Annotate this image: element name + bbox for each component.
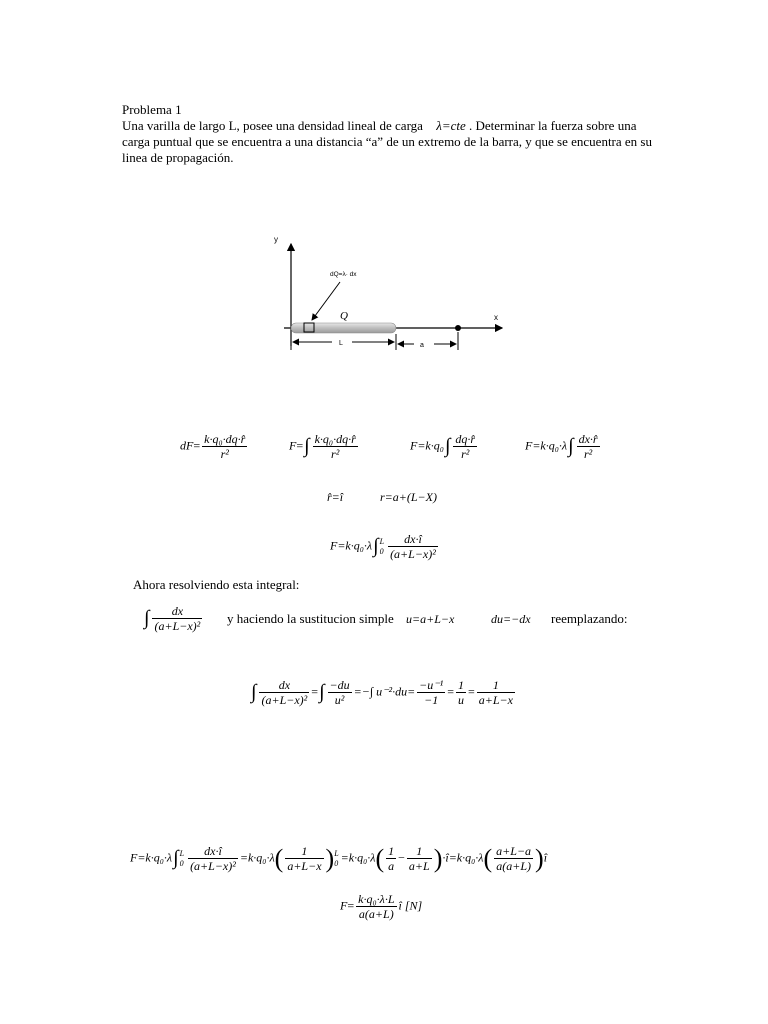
point-charge xyxy=(455,325,461,331)
problem-line-1: Una varilla de largo L, posee una densidad lineal de carga λ=cte . Determinar la fuerza sobre una xyxy=(122,118,637,133)
lambda-constant: λ=cte xyxy=(436,118,466,133)
replace-text: reemplazando: xyxy=(551,611,628,626)
y-axis-label: y xyxy=(274,235,278,244)
equation-final-derivation: F=k·q₀·λ∫ L 0 $\frac{dx\cdot î}{\text{(a+L−x)²}}$ =k·q₀·λ( $\frac{1}{a+L-x}$ ) L 0 =k·q₀·λ( $\frac{1}{a}$ − $\frac{1}{a+L}$ )·î=k·q₀·λ( $\frac{a+L-a}{a(a+L)}$ )î xyxy=(130,843,548,873)
equation-rhat: r̂=î xyxy=(327,490,344,504)
substitution-text: y haciendo la sustitucion simple xyxy=(227,611,394,626)
distance-label: a xyxy=(420,342,424,349)
problem-statement xyxy=(122,102,652,166)
equation-df: dF= $\frac{\text{k·q₀·dq·r̂}}{\text{r²}}$ xyxy=(180,432,246,461)
equation-r: r=a+(L−X) xyxy=(380,490,437,504)
equation-f-definite-integral: F=k·q₀·λ∫ L 0 $\frac{dx\cdot î}{\text{(a+L−x)²}}$ xyxy=(330,532,436,561)
intro-text: Ahora resolviendo esta integral: xyxy=(133,577,300,592)
rod-diagram xyxy=(262,228,512,358)
x-axis-label: x xyxy=(494,313,498,322)
equation-f-kq: F=k·q₀∫ $\frac{dq\cdot r̂}{\text{r²}}$ xyxy=(410,432,476,461)
rod-diagram-svg xyxy=(262,228,512,358)
equation-result: F= $\frac{\text{k·q₀·λ·L}}{a(a+L)}$ î [N] xyxy=(340,892,423,921)
problem-title: Problema 1 xyxy=(122,102,182,117)
equation-u: u=a+L−x xyxy=(406,612,455,626)
equation-f-integral: F=∫ $\frac{\text{k·q₀·dq·r̂}}{\text{r²}}$ xyxy=(289,432,356,461)
integral-to-solve: ∫ $\frac{dx}{\text{(a+L−x)²}}$ xyxy=(144,604,201,633)
length-label: L xyxy=(339,340,343,347)
equation-du: du=−dx xyxy=(491,612,531,626)
charge-q-label: Q xyxy=(340,310,348,322)
equation-integral-solution: ∫ $\frac{dx}{\text{(a+L−x)²}}$ =∫ $\frac{-du}{\text{u²}}$ =−∫ u⁻²·du= $\frac{\text{−u⁻¹}}{-1}$ = $\frac{1}{u}$ = $\frac{1}{a+L-x}$ xyxy=(251,678,513,707)
problem-line-2: carga puntual que se encuentra a una distancia “a” de un extremo de la barra, y que se encuentra en su xyxy=(122,134,652,149)
problem-line-3: linea de propagación. xyxy=(122,150,234,165)
equation-f-lambda: F=k·q₀·λ∫ $\frac{dx\cdot r̂}{\text{r²}}$ xyxy=(525,432,598,461)
dq-label: dQ=λ· dx xyxy=(330,271,357,278)
element-pointer-arrow xyxy=(312,282,340,320)
